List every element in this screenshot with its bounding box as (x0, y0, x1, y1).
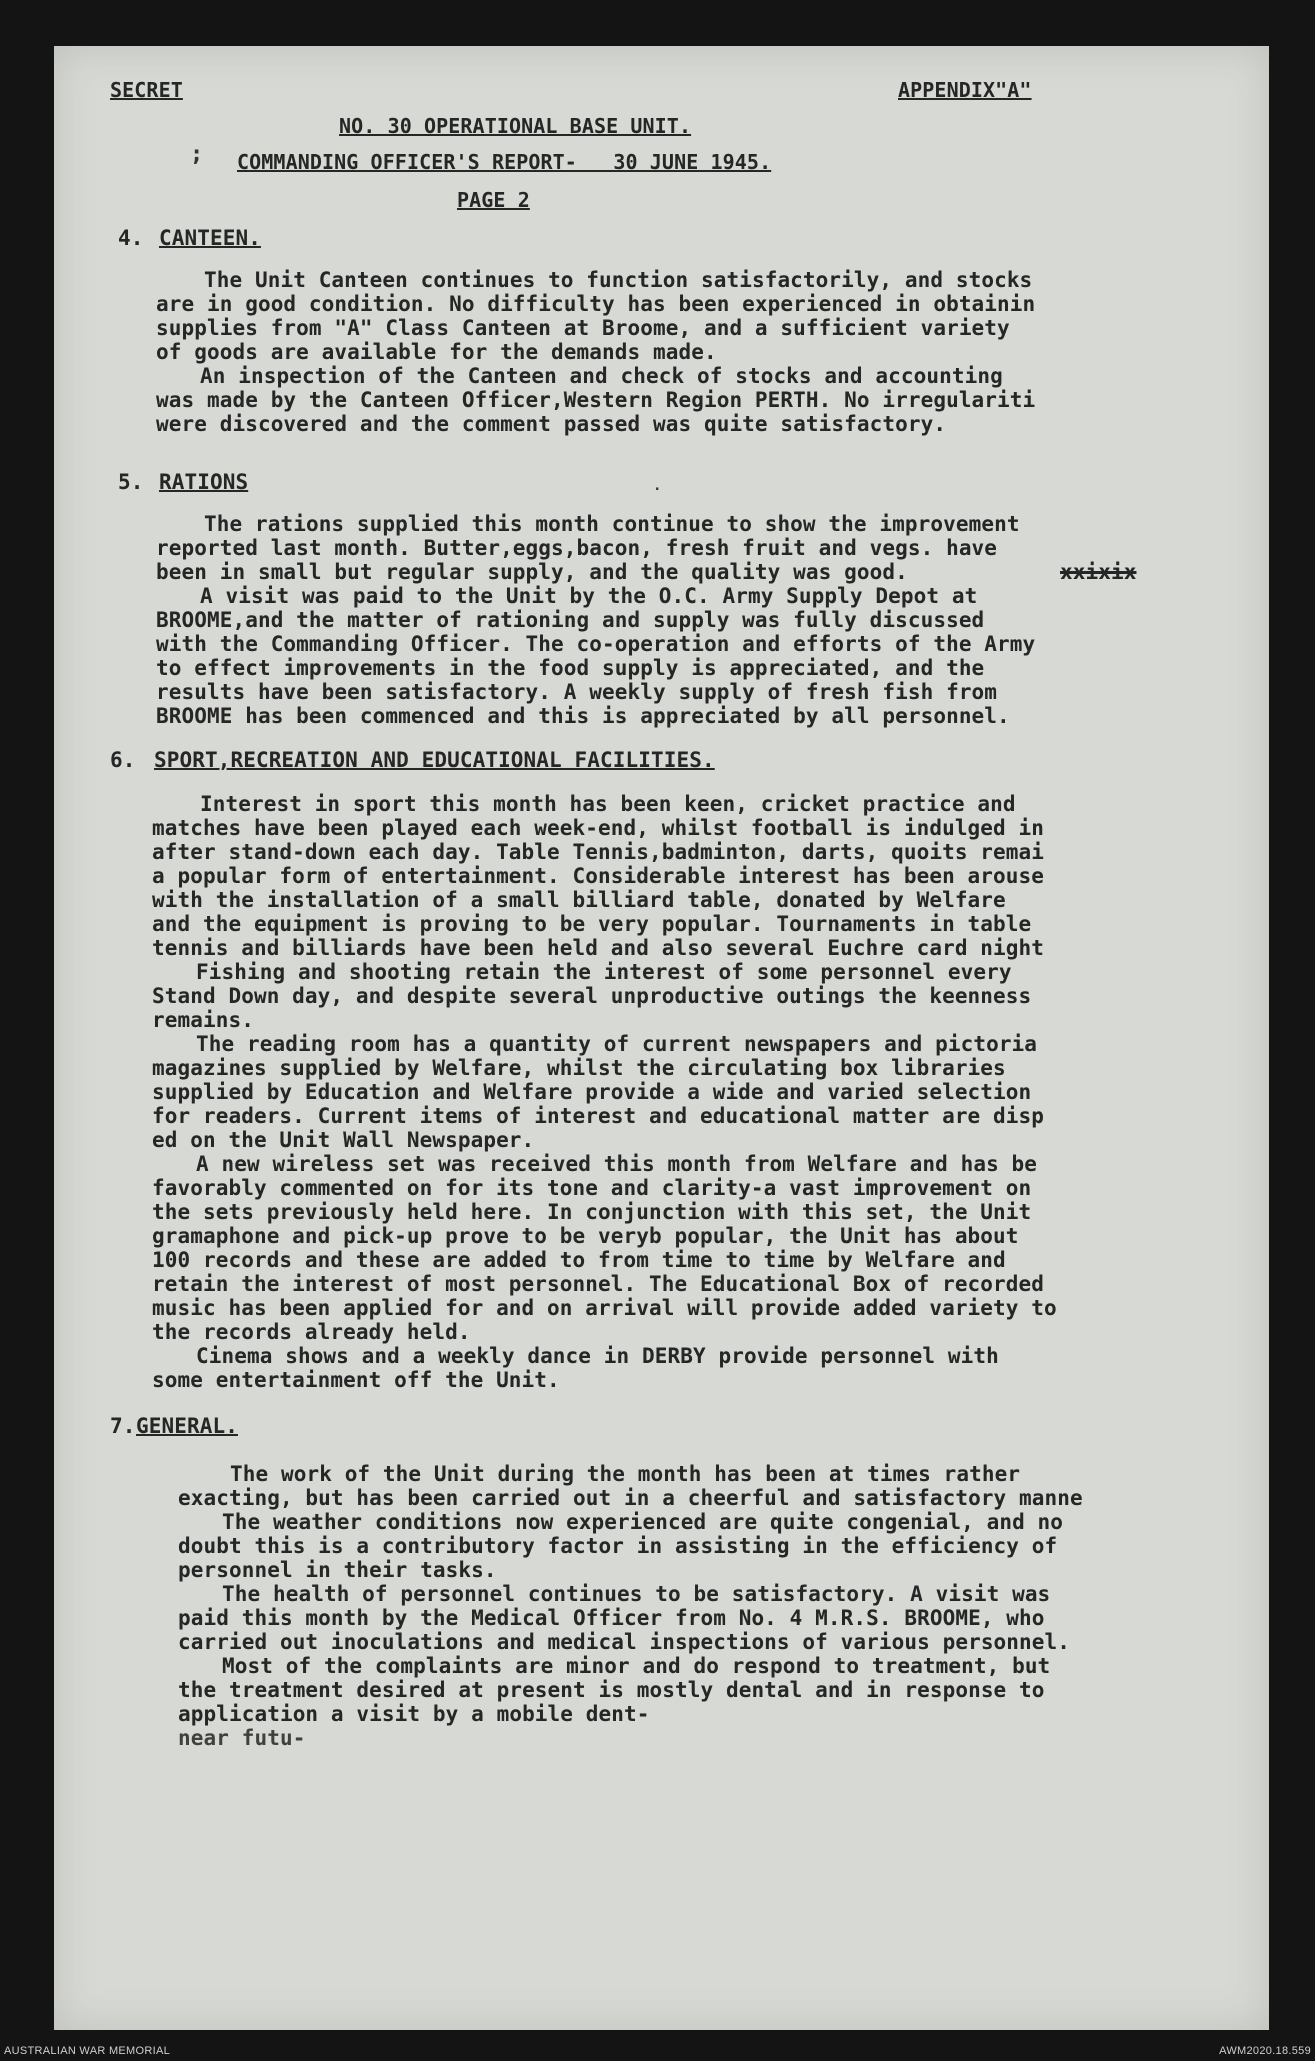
body-line: BROOME,and the matter of rationing and supply was fully discussed (156, 608, 985, 632)
body-line: been in small but regular supply, and the quality was good. (156, 560, 908, 584)
body-line: Cinema shows and a weekly dance in DERBY provide personnel with (196, 1344, 999, 1368)
body-line: the treatment desired at present is mostly dental and in response to (178, 1678, 1045, 1702)
body-line: near futu- (178, 1726, 306, 1750)
body-line: doubt this is a contributory factor in assisting in the efficiency of (178, 1534, 1058, 1558)
body-line: matches have been played each week-end, whilst football is indulged in (152, 816, 1045, 840)
body-line: was made by the Canteen Officer,Western Region PERTH. No irregulariti (156, 388, 1036, 412)
body-line: A visit was paid to the Unit by the O.C. Army Supply Depot at (200, 584, 978, 608)
report-title: COMMANDING OFFICER'S REPORT- 30 JUNE 1945. (237, 150, 772, 174)
body-line: paid this month by the Medical Officer from No. 4 M.R.S. BROOME, who (178, 1606, 1045, 1630)
body-line: the sets previously held here. In conjunction with this set, the Unit (152, 1200, 1032, 1224)
body-line: reported last month. Butter,eggs,bacon, fresh fruit and vegs. have (156, 536, 998, 560)
section-heading: GENERAL. (136, 1414, 238, 1438)
body-line: are in good condition. No difficulty has been experienced in obtainin (156, 292, 1036, 316)
body-line: magazines supplied by Welfare, whilst the circulating box libraries (152, 1056, 1006, 1080)
body-line: some entertainment off the Unit. (152, 1368, 560, 1392)
struck-text: xxixix (1060, 560, 1137, 584)
body-line: The weather conditions now experienced are quite congenial, and no (222, 1510, 1064, 1534)
footer-right: AWM2020.18.559 (1219, 2045, 1311, 2057)
body-line: ed on the Unit Wall Newspaper. (152, 1128, 535, 1152)
body-line: music has been applied for and on arrival will provide added variety to (152, 1296, 1057, 1320)
body-line: Interest in sport this month has been keen, cricket practice and (200, 792, 1016, 816)
body-line: BROOME has been commenced and this is appreciated by all personnel. (156, 704, 1010, 728)
body-line: after stand-down each day. Table Tennis,badminton, darts, quoits remai (152, 840, 1045, 864)
body-line: The Unit Canteen continues to function satisfactorily, and stocks (204, 268, 1033, 292)
body-line: personnel in their tasks. (178, 1558, 497, 1582)
body-line: supplied by Education and Welfare provide a wide and varied selection (152, 1080, 1032, 1104)
footer-left: AUSTRALIAN WAR MEMORIAL (4, 2045, 171, 2057)
document-page (54, 46, 1269, 2030)
body-line: An inspection of the Canteen and check of stocks and accounting (200, 364, 1003, 388)
section-number: 5. (118, 470, 144, 494)
section-number: 6. (110, 748, 136, 772)
body-line: Stand Down day, and despite several unproductive outings the keenness (152, 984, 1032, 1008)
page-number: PAGE 2 (457, 188, 530, 212)
classification-label: SECRET (110, 78, 183, 102)
body-line: tennis and billiards have been held and also several Euchre card night (152, 936, 1045, 960)
body-line: and the equipment is proving to be very popular. Tournaments in table (152, 912, 1032, 936)
unit-title: NO. 30 OPERATIONAL BASE UNIT. (339, 114, 692, 138)
body-line: application a visit by a mobile dent- (178, 1702, 650, 1726)
body-line: retain the interest of most personnel. The Educational Box of recorded (152, 1272, 1045, 1296)
section-heading: RATIONS (159, 470, 249, 494)
body-line: exacting, but has been carried out in a cheerful and satisfactory manne (178, 1486, 1083, 1510)
body-line: 100 records and these are added to from time to time by Welfare and (152, 1248, 1006, 1272)
body-line: remains. (152, 1008, 254, 1032)
body-line: The rations supplied this month continue to show the improvement (204, 512, 1020, 536)
body-line: supplies from "A" Class Canteen at Broome, and a sufficient variety (156, 316, 1010, 340)
body-line: to effect improvements in the food supply is appreciated, and the (156, 656, 985, 680)
body-line: were discovered and the comment passed was quite satisfactory. (156, 412, 947, 436)
body-line: favorably commented on for its tone and clarity-a vast improvement on (152, 1176, 1032, 1200)
body-line: of goods are available for the demands made. (156, 340, 717, 364)
body-line: carried out inoculations and medical inspections of various personnel. (178, 1630, 1071, 1654)
body-line: Most of the complaints are minor and do respond to treatment, but (222, 1654, 1051, 1678)
section-heading: SPORT,RECREATION AND EDUCATIONAL FACILITIES. (154, 748, 715, 772)
body-line: gramaphone and pick-up prove to be veryb popular, the Unit has about (152, 1224, 1019, 1248)
body-line: The health of personnel continues to be satisfactory. A visit was (222, 1582, 1051, 1606)
section-number: 7. (110, 1414, 136, 1438)
section-heading: CANTEEN. (159, 226, 261, 250)
body-line: for readers. Current items of interest and educational matter are disp (152, 1104, 1045, 1128)
body-line: results have been satisfactory. A weekly supply of fresh fish from (156, 680, 998, 704)
body-line: with the installation of a small billiard table, donated by Welfare (152, 888, 1006, 912)
appendix-label: APPENDIX"A" (898, 78, 1032, 102)
body-line: A new wireless set was received this month from Welfare and has be (196, 1152, 1038, 1176)
body-line: the records already held. (152, 1320, 471, 1344)
section-number: 4. (118, 226, 144, 250)
margin-mark: . (653, 478, 662, 494)
margin-mark: ; (190, 142, 204, 167)
body-line: a popular form of entertainment. Considerable interest has been arouse (152, 864, 1045, 888)
body-line: The work of the Unit during the month has been at times rather (230, 1462, 1021, 1486)
body-line: with the Commanding Officer. The co-operation and efforts of the Army (156, 632, 1036, 656)
body-line: Fishing and shooting retain the interest of some personnel every (196, 960, 1012, 984)
body-line: The reading room has a quantity of current newspapers and pictoria (196, 1032, 1038, 1056)
